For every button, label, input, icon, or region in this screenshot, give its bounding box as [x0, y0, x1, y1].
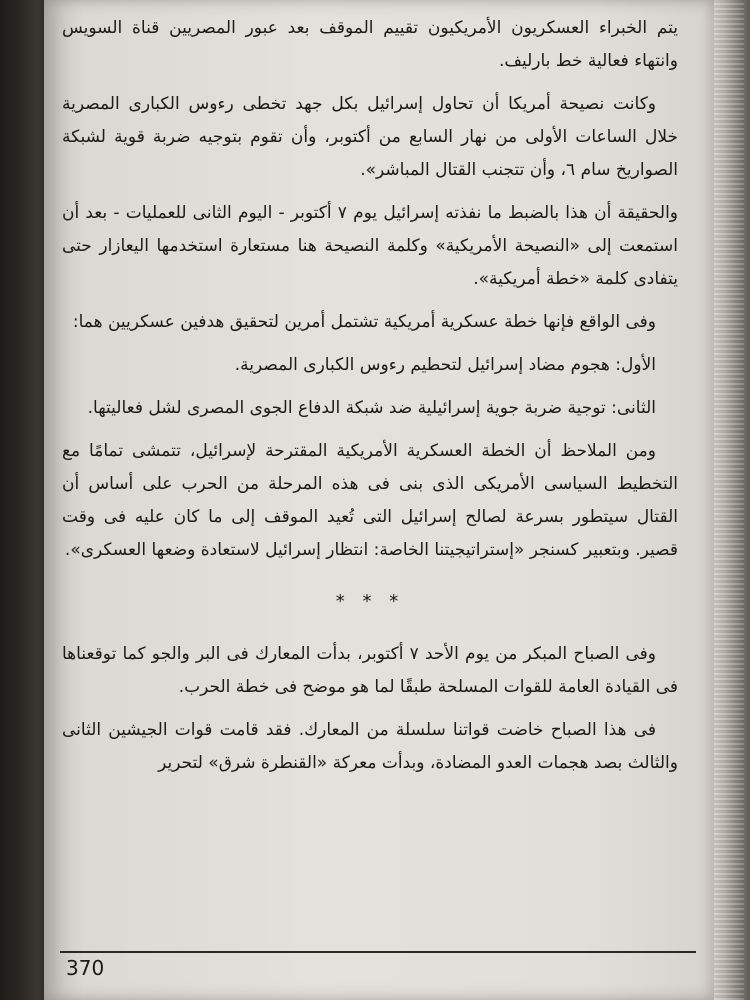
paragraph-7: ومن الملاحظ أن الخطة العسكرية الأمريكية المقترحة لإسرائيل، تتمشى تمامًا مع التخطيط السياسى الأمريكى الذى بنى فى هذه المرحلة من الحرب على أساس أن القتال سيتطور بسرعة لصالح إسرائيل التى تُعيد الموقف إلى ما كان عليه فى وقت قصير. وبتعبير كسنجر «إستراتيجيتنا الخاصة: انتظار إسرائيل لاستعادة وضعها العسكرى». [62, 441, 678, 560]
paragraph-2: وكانت نصيحة أمريكا أن تحاول إسرائيل بكل جهد تخطى رءوس الكبارى المصرية خلال الساعات الأولى من نهار السابع من أكتوبر، وأن تقوم بتوجيه ضربة قوية لشبكة الصواريخ سام ٦، وأن تتجنب القتال المباشر». [62, 94, 678, 180]
footer-rule [60, 951, 696, 953]
section-separator: * * * [335, 591, 405, 612]
paragraph-9: فى هذا الصباح خاضت قواتنا سلسلة من المعارك. فقد قامت قوات الجيشين الثانى والثالث بصد هجمات العدو المضادة، وبدأت معركة «القنطرة شرق» لتحرير [62, 720, 678, 773]
paragraph-8: وفى الصباح المبكر من يوم الأحد ٧ أكتوبر، بدأت المعارك فى البر والجو كما توقعناها فى القيادة العامة للقوات المسلحة طبقًا لما هو موضح فى خطة الحرب. [62, 644, 678, 697]
paragraph-1: يتم الخبراء العسكريون الأمريكيون تقييم الموقف بعد عبور المصريين قناة السويس وانتهاء فعالية خط بارليف. [62, 18, 678, 71]
paragraph-first-item: الأول: هجوم مضاد إسرائيل لتحطيم رءوس الكبارى المصرية. [234, 355, 656, 375]
paragraph-3: والحقيقة أن هذا بالضبط ما نفذته إسرائيل يوم ٧ أكتوبر - اليوم الثانى للعمليات - بعد أن استمعت إلى «النصيحة الأمريكية» وكلمة النصيحة هنا مستعارة استخدمها اليعازار حتى يتفادى كلمة «خطة أمريكية». [62, 203, 678, 289]
paragraph-4: وفى الواقع فإنها خطة عسكرية أمريكية تشتمل أمرين لتحقيق هدفين عسكريين هما: [72, 312, 656, 332]
page-number: 370 [66, 956, 105, 980]
book-page [44, 0, 714, 1000]
paragraph-second-item: الثانى: توجية ضربة جوية إسرائيلية ضد شبكة الدفاع الجوى المصرى لشل فعاليتها. [87, 398, 656, 418]
page-text [62, 12, 678, 790]
